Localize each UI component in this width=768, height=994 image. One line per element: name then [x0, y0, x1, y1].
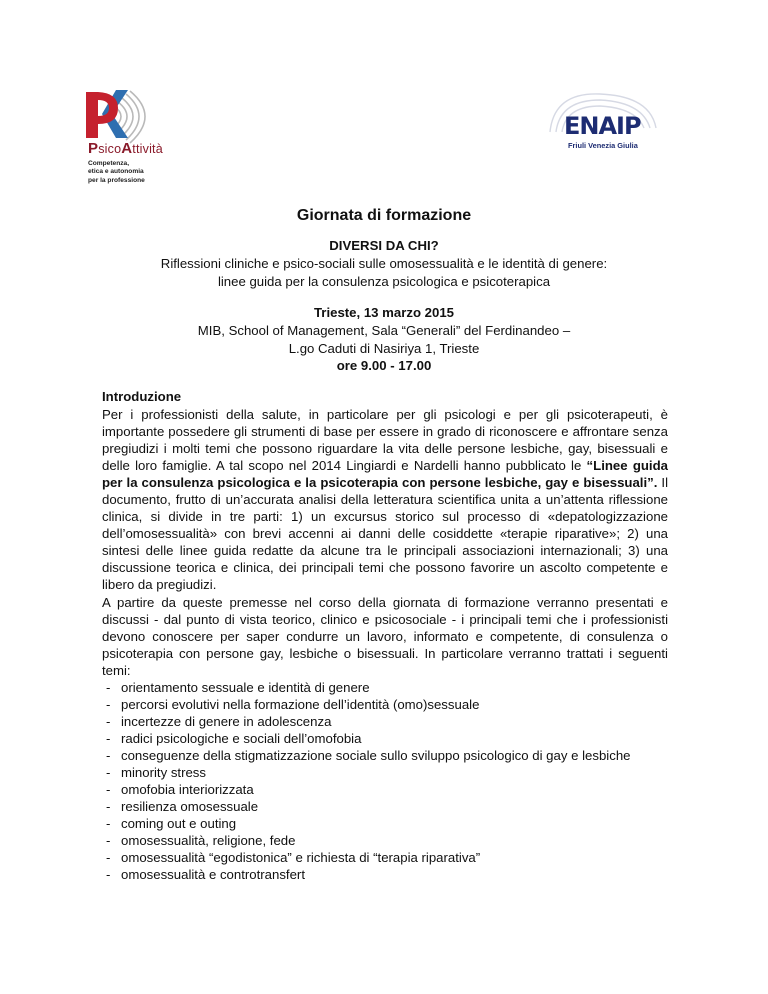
list-item: - percorsi evolutivi nella formazione dell’identità (omo)sessuale	[106, 696, 480, 712]
list-item: - orientamento sessuale e identità di genere	[106, 679, 370, 695]
intro-paragraph-1: Per i professionisti della salute, in particolare per gli psicologi e per gli psicoterapeuti, è importante possedere gli strumenti di base per essere in grado di riconoscere e affrontare senza pregiudizi i molti temi che possono riguardare la vita delle persone lesbiche, gay, bisessuali e delle loro famiglie. A tal scopo nel 2014 Lingiardi e Nardelli hanno pubblicato le “Linee guida per la consulenza psicologica e la psicoterapia con persone lesbiche, gay e bisessuali”. Il documento, frutto di un’accurata analisi della letteratura scientifica unita a un’attenta riflessione clinica, si divide in tre parti: 1) un excursus storico sul processo di «depatologizzazione dell’omosessualità» con brevi accenni ai danni delle cosiddette «terapie riparative»; 2) una sintesi delle linee guida redatte da alcune tra le principali associazioni internazionali; 3) una discussione teorica e clinica, dei principali temi che possono favorire un ascolto competente e libero da pregiudizi.	[102, 407, 669, 593]
list-item: - omofobia interiorizzata	[106, 782, 254, 798]
psicoattivita-tagline: Competenza, etica e autonomia per la professione	[88, 160, 145, 184]
intro-body	[102, 406, 668, 883]
topics-list	[102, 679, 668, 884]
intro-paragraph-2: A partire da queste premesse nel corso della giornata di formazione verranno presentati e discussi - dal punto di vista teorico, clinico e psicosociale - i principali temi che i professionisti devono conoscere per saper condurre un lavoro, informato e competente, di consulenza o psicoterapia con persone gay, lesbiche o bisessuali. In particolare verranno trattati i seguenti temi:	[102, 594, 668, 678]
list-item: - incertezze di genere in adolescenza	[106, 713, 332, 729]
event-title: DIVERSI DA CHI?	[329, 238, 439, 253]
page-title: Giornata di formazione	[296, 207, 472, 224]
list-item: - conseguenze della stigmatizzazione sociale sullo sviluppo psicologico di gay e lesbiche	[106, 747, 631, 763]
psicoattivita-logo	[72, 84, 212, 194]
section-heading-introduzione: Introduzione	[102, 389, 182, 404]
list-item: - radici psicologiche e sociali dell’omofobia	[106, 730, 362, 746]
event-subtitle-line-2: linee guida per la consulenza psicologica e psicoterapica	[217, 274, 551, 289]
enaip-logo	[540, 88, 680, 168]
event-hours: ore 9.00 - 17.00	[336, 358, 432, 373]
list-item: - omosessualità “egodistonica” e richiesta di “terapia riparativa”	[106, 850, 481, 866]
event-date: Trieste, 13 marzo 2015	[313, 305, 455, 320]
list-item: - minority stress	[106, 764, 206, 780]
enaip-region: Friuli Venezia Giulia	[568, 141, 638, 150]
enaip-wordmark: ENAIP	[564, 112, 641, 140]
list-item: - omosessualità, religione, fede	[106, 833, 296, 849]
psicoattivita-name: PsicoAttività	[88, 140, 163, 157]
list-item: - resilienza omosessuale	[106, 799, 259, 815]
list-item: - omosessualità e controtransfert	[106, 867, 305, 883]
event-venue-line-1: MIB, School of Management, Sala “Generali” del Ferdinandeo –	[197, 323, 571, 338]
event-venue-line-2: L.go Caduti di Nasiriya 1, Trieste	[288, 341, 480, 356]
event-subtitle-line-1: Riflessioni cliniche e psico-sociali sulle omosessualità e le identità di genere:	[160, 256, 608, 271]
guidelines-title: “Linee guida per la consulenza psicologica e la psicoterapia con persone lesbiche, gay e bisessuali”.	[102, 458, 668, 491]
list-item: - coming out e outing	[106, 816, 237, 832]
